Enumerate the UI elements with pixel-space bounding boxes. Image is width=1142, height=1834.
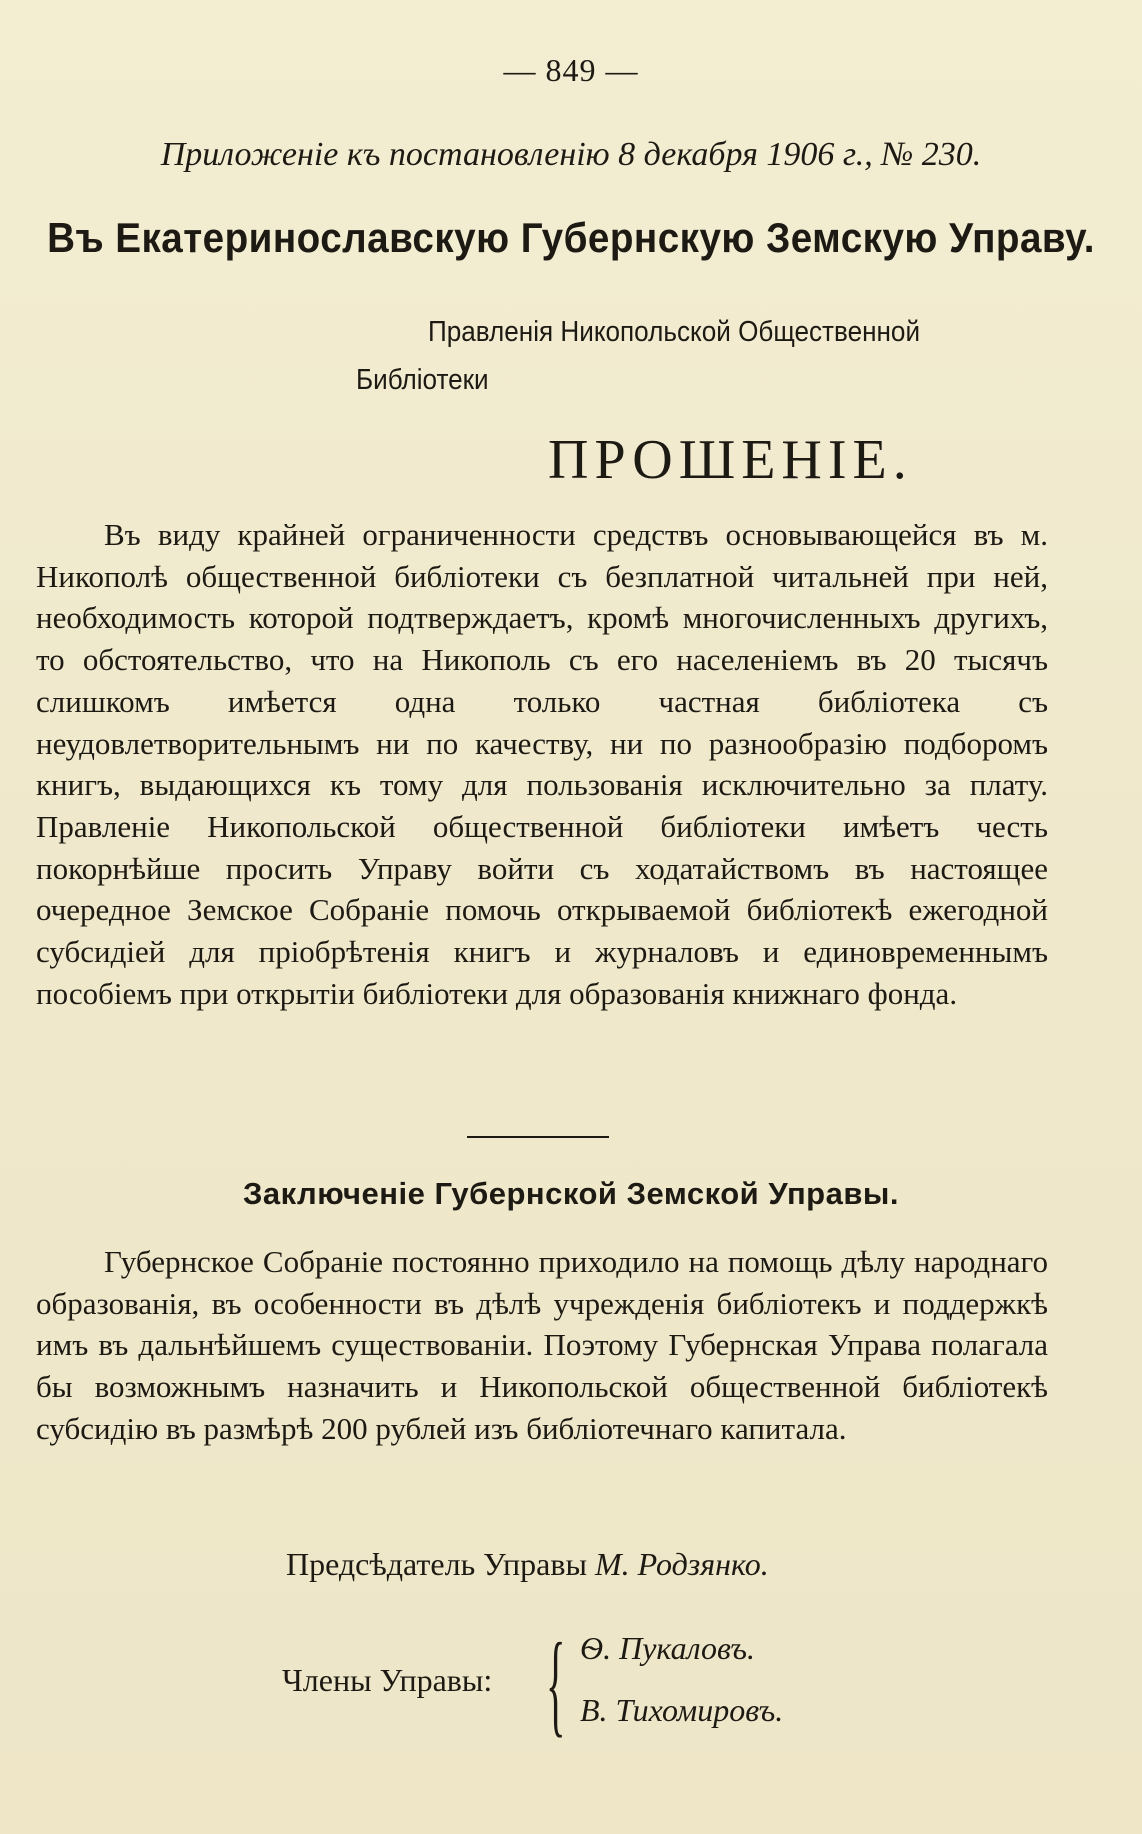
chairman-label: Предсѣдатель Управы <box>286 1546 587 1582</box>
petition-body: Въ виду крайней ограниченности средствъ основывающейся въ м. Никополѣ общественной библіотеки съ безплатной читальней при ней, необходимость которой подтверждаетъ, кромѣ многочисленныхъ другихъ, то обстоятельство, что на Никополь съ его населеніемъ въ 20 тысячъ слишкомъ имѣется одна только частная библіотека съ неудовлетворительнымъ ни по качеству, ни по разнообразію подборомъ книгъ, выдающихся къ тому для пользованія исключительно за плату. Правленіе Никопольской общественной библіотеки имѣетъ честь покорнѣйше просить Управу войти съ ходатайствомъ въ настоящее очередное Земское Собраніе помочь открываемой библіотекѣ ежегодной субсидіей для пріобрѣтенія книгъ и журналовъ и единовременнымъ пособіемъ при открытіи библіотеки для образованія книжнаго фонда. <box>36 517 1048 1011</box>
addressee-heading: Въ Екатеринославскую Губернскую Земскую Управу. <box>47 214 1095 261</box>
petition-title: ПРОШЕНІЕ. <box>548 429 913 491</box>
page-number: — 849 — <box>503 52 639 88</box>
members-label: Члены Управы: <box>282 1662 493 1698</box>
chairman-name: М. Родзянко. <box>594 1546 769 1582</box>
chairman-signature <box>286 1546 769 1583</box>
sender-line-1: Правленія Никопольской Общественной <box>428 316 921 348</box>
members-brace: { <box>546 1620 566 1748</box>
sender-block <box>356 308 995 404</box>
conclusion-body: Губернское Собраніе постоянно приходило на помощь дѣлу народнаго образованія, въ особенности въ дѣлѣ учрежденія библіотекъ и поддержкѣ имъ въ дальнѣйшемъ существованіи. Поэтому Губернская Управа полагала бы возможнымъ назначить и Никопольской общественной библіотекѣ субсидію въ размѣрѣ 200 рублей изъ библіотечнаго капитала. <box>36 1244 1048 1446</box>
appendix-reference: Приложеніе къ постановленію 8 декабря 1906 г., № 230. <box>160 136 982 173</box>
sender-line-2: Библіотеки <box>356 364 489 396</box>
member-name: В. Тихомировъ. <box>580 1692 784 1728</box>
conclusion-heading: Заключеніе Губернской Земской Управы. <box>243 1176 899 1211</box>
section-divider <box>467 1136 609 1138</box>
member-name: Ѳ. Пукаловъ. <box>580 1630 756 1666</box>
